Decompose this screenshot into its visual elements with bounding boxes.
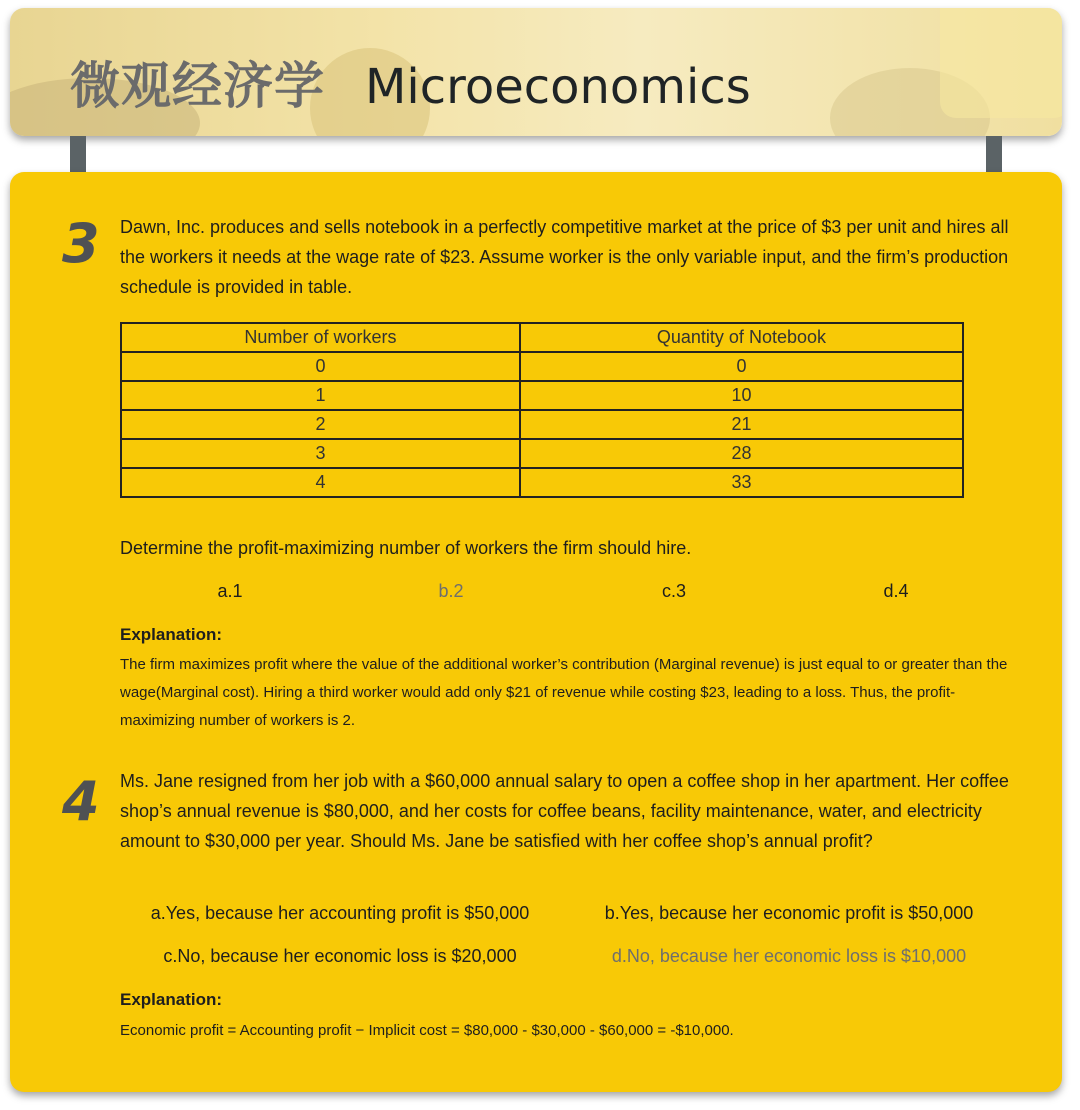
table-cell: 3 [121, 439, 520, 468]
table-row [121, 352, 963, 381]
question-number: 3 [62, 212, 100, 275]
option-c: c.3 [661, 581, 686, 601]
option-b: b.Yes, because her economic profit is $50,000 [604, 903, 974, 923]
production-table [120, 322, 964, 498]
option-d: d.No, because her economic loss is $10,000 [611, 946, 967, 966]
banner-post-left [70, 136, 86, 174]
option-d: d.4 [883, 581, 909, 601]
banner-post-right [986, 136, 1002, 174]
table-row [121, 468, 963, 497]
question-number: 4 [62, 770, 100, 833]
table-cell: 0 [121, 352, 520, 381]
question-card [10, 172, 1062, 1092]
table-header-row [121, 323, 963, 352]
decorative-blob [940, 8, 1062, 118]
explanation-text: Economic profit = Accounting profit − Implicit cost = $80,000 - $30,000 - $60,000 = -$10,000. [120, 1022, 734, 1039]
title-chinese: 微观经济学 [70, 57, 325, 115]
table-cell: 10 [520, 381, 963, 410]
table-cell: 0 [520, 352, 963, 381]
table-cell: 4 [121, 468, 520, 497]
column-header: Quantity of Notebook [520, 323, 963, 352]
table-row [121, 439, 963, 468]
option-b: b.2 [438, 581, 464, 601]
table-cell: 21 [520, 410, 963, 439]
option-c: c.No, because her economic loss is $20,000 [163, 946, 517, 966]
table-cell: 33 [520, 468, 963, 497]
question-3-prompt: Determine the profit-maximizing number of workers the firm should hire. [120, 538, 692, 558]
column-header: Number of workers [121, 323, 520, 352]
option-a: a.1 [217, 581, 243, 601]
table-row [121, 410, 963, 439]
table-row [121, 381, 963, 410]
explanation-text: The firm maximizes profit where the value of the additional worker’s contribution (Marginal revenue) is just equal to or greater than the wage(Marginal cost). Hiring a third worker would add only $21 of revenue while costing $23, leading to a loss. Thus, the profit-maximizing number of workers is 2. [120, 656, 1008, 729]
header-banner [10, 8, 1062, 136]
question-4-text: Ms. Jane resigned from her job with a $60,000 annual salary to open a coffee shop in her apartment. Her coffee shop’s annual revenue is $80,000, and her costs for coffee beans, facility maintenance, water, and electricity amount to $30,000 per year. Should Ms. Jane be satisfied with her coffee shop’s annual profit? [120, 771, 1009, 851]
explanation-heading: Explanation: [120, 625, 223, 644]
title-english: Microeconomics [365, 59, 751, 115]
table-cell: 28 [520, 439, 963, 468]
table-cell: 2 [121, 410, 520, 439]
question-3-text: Dawn, Inc. produces and sells notebook in a perfectly competitive market at the price of $3 per unit and hires all the workers it needs at the wage rate of $23. Assume worker is the only variable input, and the firm’s production schedule is provided in table. [120, 217, 1009, 297]
table-cell: 1 [121, 381, 520, 410]
page-title [70, 46, 751, 118]
option-a: a.Yes, because her accounting profit is $50,000 [150, 903, 530, 923]
explanation-heading: Explanation: [120, 990, 223, 1009]
